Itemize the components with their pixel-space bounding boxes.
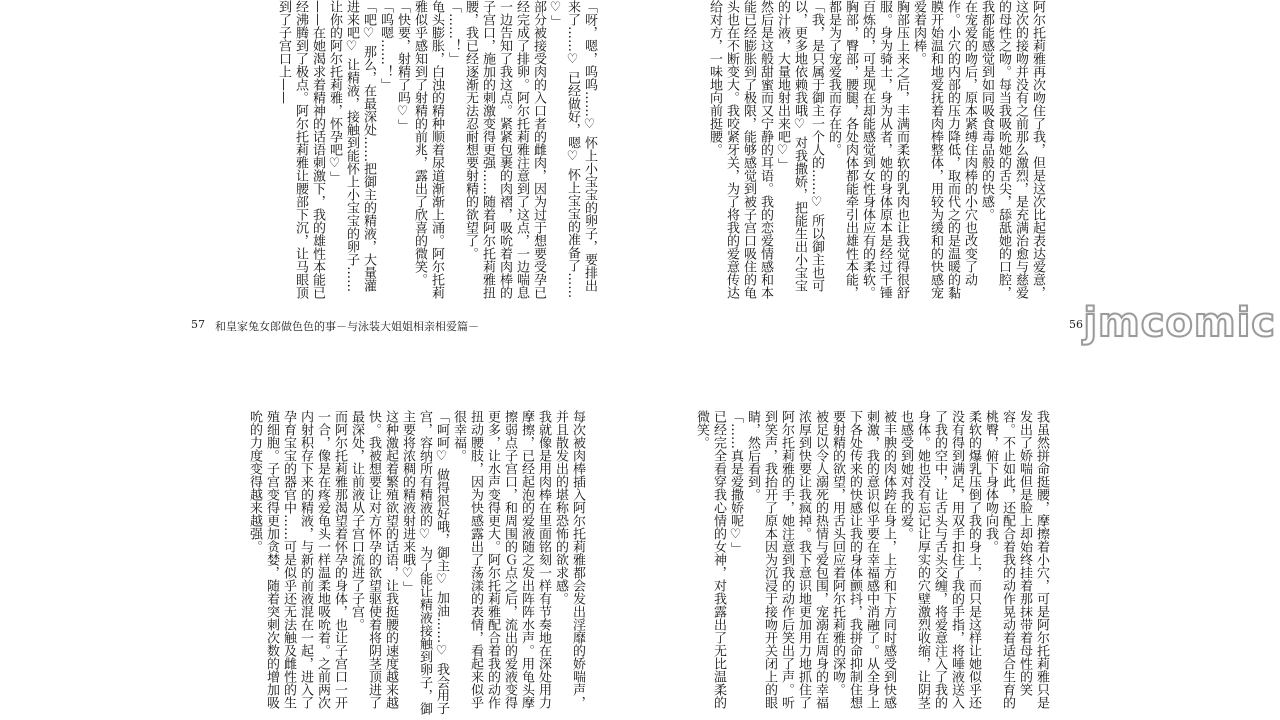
watermark-logo: jmcomic [1083, 300, 1276, 346]
right-page-top-text-column: 阿尔托莉雅再次吻住了我，但是这次比起表达爱意，这次的接吻并没有之前那么激烈，是充满治愈与慈爱的母性之吻。每当我吸吮她的舌尖，舔舐她的口腔，我都能感觉到如同吸食毒品般的快感。 在宠爱的吻后，原本紧缚住肉棒的小穴也改变了动作。小穴的内部的压力降低，取而代之的是温暖的黏膜开始温和地爱抚着肉棒整体，用较为缓和的快感宠爱着肉棒。 胸部压上来之后，丰满而柔软的乳肉也让我觉得很舒服。身为骑士，身为从者，她的身体原本是经过千锤百炼的，可是现在却能感觉到女性身体应有的柔软。胸部，臀部，腰腿，各处肉体都能牵引出雄性本能，都是为了宠爱我而存在的。 「我，是只属于御主一个人的……♡ 所以御主也可以，更多地依赖我哦♡ 对我撒娇，把能生出小宝宝的汁液，大量地射出来吧♡」 然后是这般甜蜜而又宁静的耳语。我的恋爱情感和本能已经膨胀到了极限，能够感觉到被子宫口吸住的龟头也在不断变大。我咬紧牙关，为了将我的爱意传达给对方，一味地向前挺腰。 [707, 0, 1045, 299]
running-header-title: 和皇家兔女郎做色色的事－与泳装大姐姐相亲相爱篇－ [215, 320, 479, 333]
left-page-bottom-text-column: 每次被肉棒插入阿尔托莉雅都会发出淫靡的娇喘声，并且散发出的堪称恐怖的欲求感。 我就像是用肉棒在里面铭刻一样有节奏地在深处用力摩擦，已经起泡的爱液随之发出阵阵水声。用龟头摩擦弱点子宫口，和周围的Ｇ点之后，流出的爱液变得更多，让水声变得更大。阿尔托莉雅配合着我的动作扭动腰肢，因为快感露出了荡漾的表情，看起来似乎很幸福。 「呵呵♡ 做得很好哦，御主♡ 加油……♡ 我会用子宫，容纳所有精液的♡ 为了能让精液接触到卵子，御主要将浓稠的精液射进来哦♡」 这种激起着繁殖欲望的话语，让我挺腰的速度越来越快。我被想要让对方怀孕的欲望驱使着将阴茎顶进了最深处，让前液从子宫口流进了子宫。 而阿尔托莉雅那渴望着怀孕的身体，也让子宫口一开一合，像是在疼爱龟头一样温柔地吸吮着。之前两次内射积存下来的精液，与新的前液混在一起，进入了孕育宝宝的器官中……可是似乎还无法触及雌性的生殖细胞。子宫变得更加贪婪，随着突刺次数的增加吸吮的力度变得越来越强。 [247, 410, 585, 716]
left-page-top-text-column: 「呀，嗯，呜呜……♡ 怀上小宝宝的卵子，要排出来了……♡ 已经做好，嗯♡ 怀上宝宝的准备了……♡」 部分被接受肉的入口者的雌肉，因为过于想要受孕已经完成了排卵。阿尔托莉雅注意到了这点，一边喘息一边告知了我这点。紧紧包裹的肉褶，吸吮着肉棒的子宫口，施加的刺激变得更强……随着阿尔托莉雅扭腰，我已经逐渐无法忍耐想要射精的欲望了。 「……！」 龟头膨胀，白浊的精种顺着尿道渐渐上涌。阿尔托莉雅似乎感知到了射精的前兆，露出了欣喜的微笑。 「快要，射精了吗♡」 「呜嗯……！」 「吧♡ 那么，在最深处……把御主的精液，大量灌进来吧♡ 让精液，接触到能怀上小宝宝的卵子……让你的阿尔托莉雅，怀孕吧♡」 ——在她渴求着精神的话语刺激下，我的雄性本能已经沸腾到了极点。阿尔托莉雅让腰部下沉，让马眼顶到了子宫口上—— [276, 0, 597, 299]
left-page-number: 57 [191, 318, 205, 331]
right-page-bottom-text-column: 我虽然拼命挺腰，摩擦着小穴，可是阿尔托莉雅只是发出了娇喘但是脸上却始终挂着那抹带着母性的笑容。不止如此，还配合着我的动作晃动着适合生育的桃臀，俯下身体吻向我。 柔软的爆乳压倒了我的身上，而只是这样让她似乎还没有得到满足，用双手扣住了我的手指，将唾液送入了我的空中，让舌头与舌头交缠，将爱意注入了我的身体。她也没有忘记让厚实的穴壁激烈收缩，让阴茎也感受到她对我的爱。 被丰腴的肉体跨在身上，上方和下方同时感受到快感刺激，我的意识似乎要在幸福感中消融了。从全身上下各处传来的快感让我的身体颤抖，我拼命抑制住想要射精的欲望，用舌头回应着阿尔托莉雅的深吻。 被足以令人溺死的热情与爱包围，宠溺在周身的幸福浓厚到快要让我疯掉。我下意识地更加用力地抓住了阿尔托莉雅的手，她注意到我的动作后笑出了声。听到笑声，我抬开了原本因为沉浸于接吻开关闭上的眼睛，然后看到。 「……真是爱撒娇呢♡」 已经完全看穿我心情的女神，对我露出了无比温柔的微笑。 [694, 410, 1049, 709]
right-page [640, 0, 1280, 720]
right-page-number: 56 [1069, 318, 1083, 331]
